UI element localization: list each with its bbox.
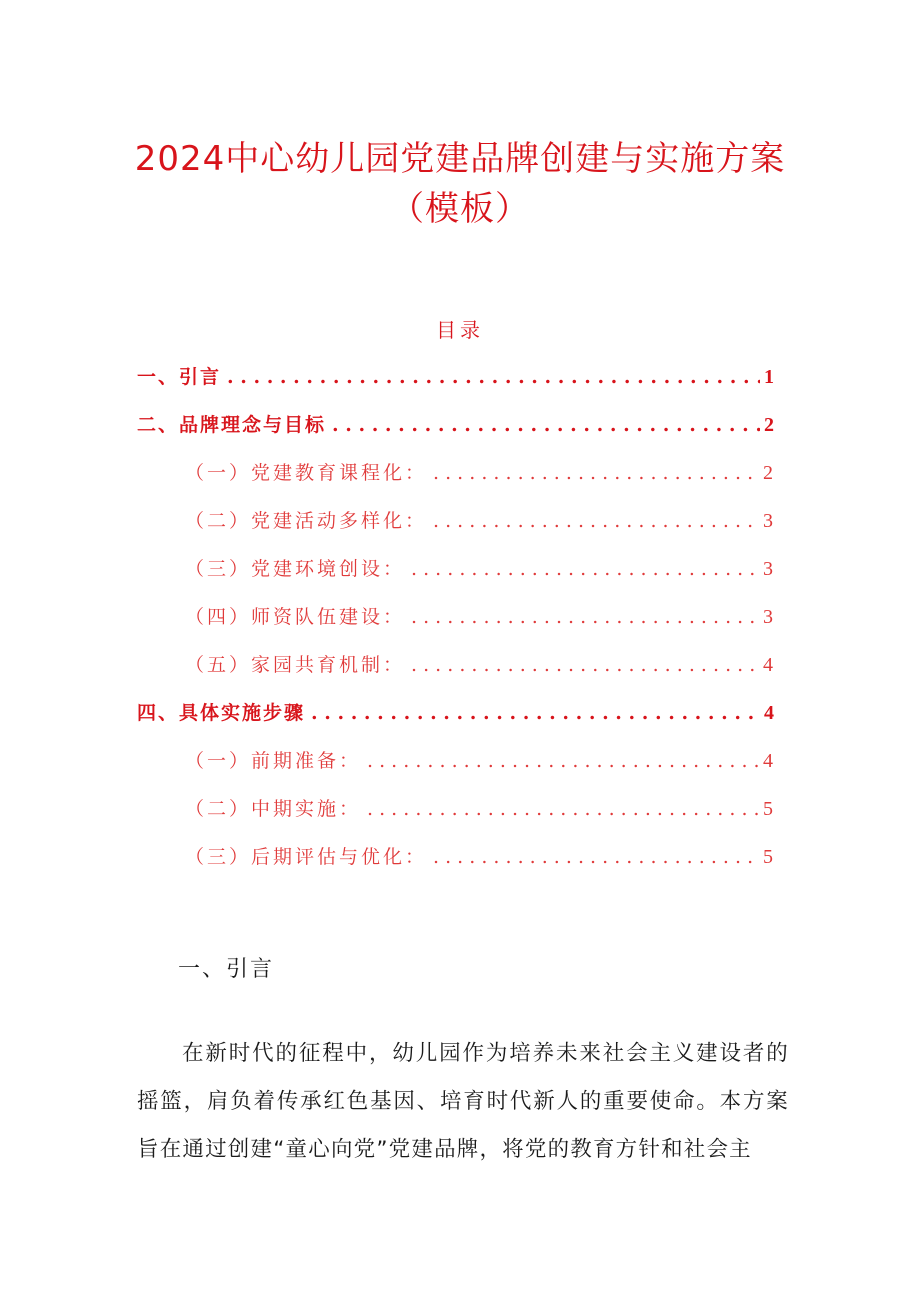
toc-entry-page: 5 — [763, 798, 773, 820]
document-title-line1: 2024中心幼儿园党建品牌创建与实施方案 — [134, 139, 786, 179]
toc-leader-dots — [367, 750, 759, 772]
toc-entry-page: 1 — [764, 366, 774, 388]
toc-entry[interactable] — [185, 554, 773, 586]
toc-entry[interactable] — [185, 794, 773, 826]
toc-entry[interactable] — [185, 458, 773, 490]
toc-entry-label: （一）前期准备： — [185, 750, 362, 772]
toc-leader-dots — [227, 366, 760, 388]
toc-entry-label: （三）后期评估与优化： — [185, 846, 428, 868]
toc-entry-label: （五）家园共育机制： — [185, 654, 406, 676]
toc-leader-dots — [311, 702, 760, 724]
toc-entry[interactable] — [137, 362, 774, 394]
toc-leader-dots — [433, 510, 759, 532]
toc-entry-page: 2 — [764, 414, 774, 436]
toc-entry-page: 5 — [763, 846, 773, 868]
toc-entry[interactable] — [137, 410, 774, 442]
toc-entry[interactable] — [185, 506, 773, 538]
toc-leader-dots — [433, 462, 759, 484]
section-heading: 一、引言 — [178, 957, 275, 982]
toc-entry-label: 二、品牌理念与目标 — [137, 414, 327, 436]
toc-entry-label: （二）党建活动多样化： — [185, 510, 428, 532]
toc-entry-label: （一）党建教育课程化： — [185, 462, 428, 484]
toc-entry[interactable] — [185, 602, 773, 634]
toc-entry[interactable] — [185, 746, 773, 778]
toc-entry[interactable] — [185, 650, 773, 682]
toc-leader-dots — [332, 414, 760, 436]
toc-entry-page: 2 — [763, 462, 773, 484]
toc-leader-dots — [411, 558, 759, 580]
body-paragraph: 在新时代的征程中，幼儿园作为培养未来社会主义建设者的摇篮，肩负着传承红色基因、培育时代新人的重要使命。本方案旨在通过创建“童心向党”党建品牌，将党的教育方针和社会主 — [137, 1041, 789, 1162]
toc-entry-label: （四）师资队伍建设： — [185, 606, 406, 628]
toc-leader-dots — [411, 606, 759, 628]
toc-entry-page: 3 — [763, 510, 773, 532]
toc-entry-page: 4 — [763, 654, 773, 676]
toc-entry-label: （三）党建环境创设： — [185, 558, 406, 580]
toc-entry-label: 一、引言 — [137, 366, 222, 388]
toc-entry-page: 3 — [763, 606, 773, 628]
toc-entry-page: 3 — [763, 558, 773, 580]
toc-entry-label: 四、具体实施步骤 — [137, 702, 306, 724]
toc-entry[interactable] — [185, 842, 773, 874]
toc-leader-dots — [433, 846, 759, 868]
toc-entry-page: 4 — [763, 750, 773, 772]
toc-entry[interactable] — [137, 698, 774, 730]
toc-entry-page: 4 — [764, 702, 774, 724]
toc-heading: 目录 — [436, 318, 484, 342]
toc-entry-label: （二）中期实施： — [185, 798, 362, 820]
toc-leader-dots — [367, 798, 759, 820]
toc-leader-dots — [411, 654, 759, 676]
document-title-line2: （模板） — [390, 189, 530, 229]
